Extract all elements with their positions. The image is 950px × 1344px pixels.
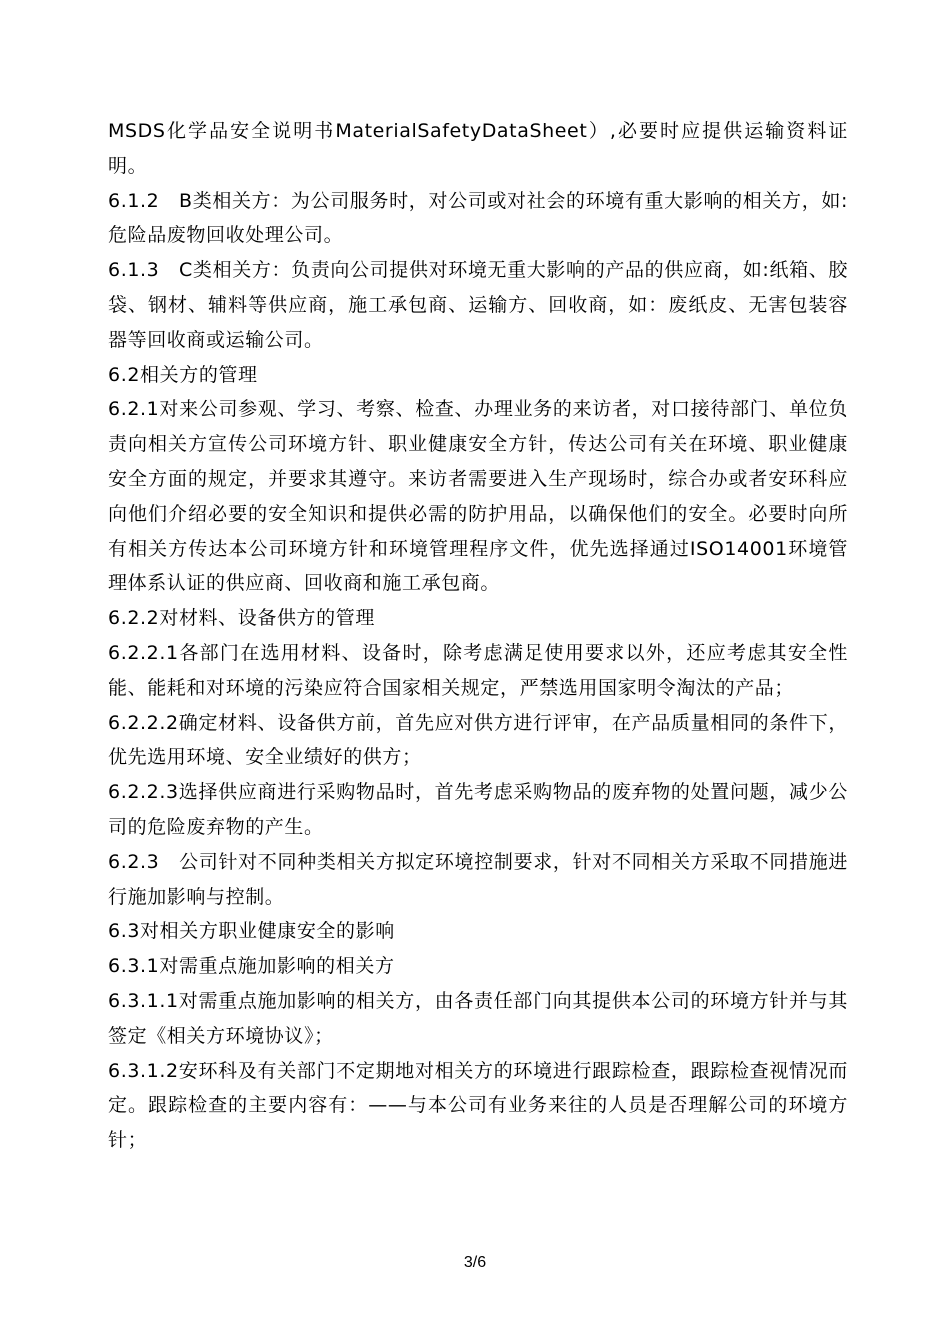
paragraph-6-3-1-1: 6.3.1.1对需重点施加影响的相关方，由各责任部门向其提供本公司的环境方针并与其签定《相关方环境协议》； — [108, 989, 848, 1047]
heading-6-2: 6.2相关方的管理 — [108, 363, 258, 386]
heading-6-3-1: 6.3.1对需重点施加影响的相关方 — [108, 955, 395, 978]
paragraph-6-3-1-2: 6.3.1.2安环科及有关部门不定期地对相关方的环境进行跟踪检查，跟踪检查视情况而定。跟踪检查的主要内容有：——与本公司有业务来往的人员是否理解公司的环境方针； — [108, 1059, 848, 1152]
paragraph-6-2-2-3: 6.2.2.3选择供应商进行采购物品时，首先考虑采购物品的废弃物的处置问题，减少公司的危险废弃物的产生。 — [108, 781, 848, 838]
paragraph-6-2-3: 6.2.3 公司针对不同种类相关方拟定环境控制要求，针对不同相关方采取不同措施进行施加影响与控制。 — [108, 850, 848, 908]
document-body — [108, 114, 848, 1158]
heading-6-2-2: 6.2.2对材料、设备供方的管理 — [108, 607, 375, 630]
paragraph-6-1-2: 6.1.2 B类相关方：为公司服务时，对公司或对社会的环境有重大影响的相关方，如:危险品废物回收处理公司。 — [108, 189, 848, 247]
page-number: 3/6 — [463, 1254, 487, 1271]
paragraph-6-2-2-1: 6.2.2.1各部门在选用材料、设备时，除考虑满足使用要求以外，还应考虑其安全性能、能耗和对环境的污染应符合国家相关规定，严禁选用国家明令淘汰的产品； — [108, 641, 848, 699]
heading-6-3: 6.3对相关方职业健康安全的影响 — [108, 920, 395, 943]
paragraph-6-2-2-2: 6.2.2.2确定材料、设备供方前，首先应对供方进行评审，在产品质量相同的条件下，优先选用环境、安全业绩好的供方； — [108, 711, 848, 769]
paragraph-6-2-1: 6.2.1对来公司参观、学习、考察、检查、办理业务的来访者，对口接待部门、单位负责向相关方宣传公司环境方针、职业健康安全方针，传达公司有关在环境、职业健康安全方面的规定，并要求其遵守。来访者需要进入生产现场时，综合办或者安环科应向他们介绍必要的安全知识和提供必需的防护用品，以确保他们的安全。必要时向所有相关方传达本公司环境方针和环境管理程序文件，优先选择通过ISO14001环境管理体系认证的供应商、回收商和施工承包商。 — [108, 398, 848, 595]
paragraph-msds-note: MSDS化学品安全说明书MaterialSafetyDataSheet）,必要时应提供运输资料证明。 — [108, 120, 848, 177]
paragraph-6-1-3: 6.1.3 C类相关方：负责向公司提供对环境无重大影响的产品的供应商，如:纸箱、胶袋、钢材、辅料等供应商，施工承包商、运输方、回收商，如：废纸皮、无害包装容器等回收商或运输公司。 — [108, 259, 848, 351]
